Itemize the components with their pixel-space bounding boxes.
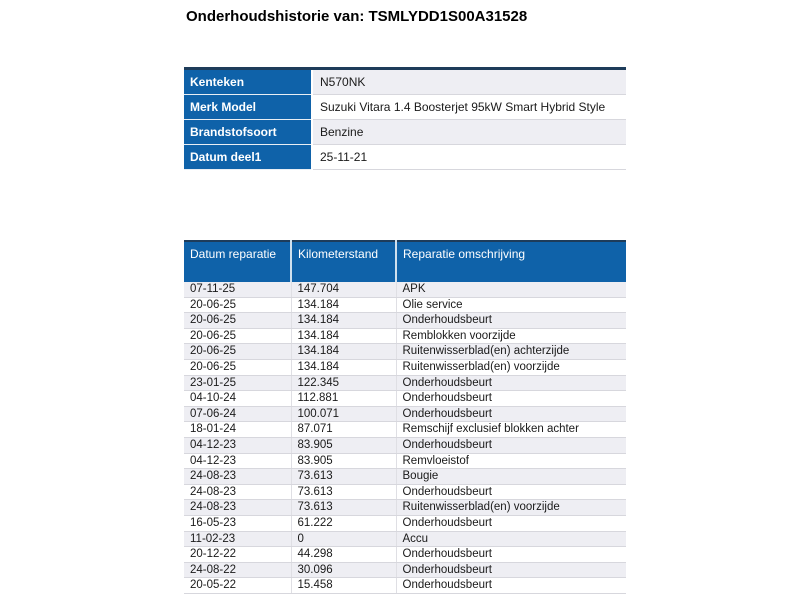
column-header-odometer: Kilometerstand	[291, 241, 396, 282]
maintenance-history-row	[184, 562, 626, 578]
vehicle-info-row	[184, 120, 626, 145]
repair-description-cell: Accu	[396, 531, 626, 547]
odometer-cell: 134.184	[291, 328, 396, 344]
odometer-cell: 15.458	[291, 578, 396, 594]
odometer-cell: 0	[291, 531, 396, 547]
maintenance-history-row	[184, 313, 626, 329]
repair-description-cell: Onderhoudsbeurt	[396, 391, 626, 407]
repair-description-cell: Onderhoudsbeurt	[396, 313, 626, 329]
odometer-cell: 30.096	[291, 562, 396, 578]
info-label: Brandstofsoort	[184, 120, 312, 145]
repair-date-cell: 07-11-25	[184, 282, 291, 297]
maintenance-history-row	[184, 578, 626, 594]
odometer-cell: 122.345	[291, 375, 396, 391]
repair-description-cell: Ruitenwisserblad(en) voorzijde	[396, 359, 626, 375]
odometer-cell: 112.881	[291, 391, 396, 407]
odometer-cell: 134.184	[291, 313, 396, 329]
repair-description-cell: Onderhoudsbeurt	[396, 484, 626, 500]
info-label: Kenteken	[184, 69, 312, 95]
maintenance-history-row	[184, 359, 626, 375]
repair-description-cell: Onderhoudsbeurt	[396, 578, 626, 594]
maintenance-history-row	[184, 297, 626, 313]
repair-date-cell: 24-08-23	[184, 469, 291, 485]
maintenance-history-row	[184, 375, 626, 391]
vehicle-info-table	[184, 67, 626, 170]
odometer-cell: 134.184	[291, 359, 396, 375]
info-value: Suzuki Vitara 1.4 Boosterjet 95kW Smart Hybrid Style	[312, 95, 626, 120]
odometer-cell: 100.071	[291, 406, 396, 422]
info-value: Benzine	[312, 120, 626, 145]
odometer-cell: 134.184	[291, 297, 396, 313]
repair-description-cell: Onderhoudsbeurt	[396, 406, 626, 422]
repair-date-cell: 20-06-25	[184, 297, 291, 313]
repair-date-cell: 11-02-23	[184, 531, 291, 547]
repair-date-cell: 24-08-22	[184, 562, 291, 578]
maintenance-history-row	[184, 328, 626, 344]
info-value: N570NK	[312, 69, 626, 95]
maintenance-history-row	[184, 344, 626, 360]
repair-description-cell: Remschijf exclusief blokken achter	[396, 422, 626, 438]
odometer-cell: 83.905	[291, 437, 396, 453]
vehicle-info-body	[184, 69, 626, 170]
odometer-cell: 147.704	[291, 282, 396, 297]
maintenance-history-header	[184, 241, 626, 282]
repair-date-cell: 16-05-23	[184, 515, 291, 531]
repair-description-cell: Onderhoudsbeurt	[396, 562, 626, 578]
vehicle-info-row	[184, 69, 626, 95]
maintenance-history-row	[184, 282, 626, 297]
info-label: Merk Model	[184, 95, 312, 120]
maintenance-history-row	[184, 469, 626, 485]
repair-description-cell: Ruitenwisserblad(en) voorzijde	[396, 500, 626, 516]
repair-description-cell: Onderhoudsbeurt	[396, 375, 626, 391]
repair-date-cell: 20-05-22	[184, 578, 291, 594]
repair-date-cell: 04-12-23	[184, 437, 291, 453]
maintenance-history-row	[184, 391, 626, 407]
repair-date-cell: 23-01-25	[184, 375, 291, 391]
odometer-cell: 83.905	[291, 453, 396, 469]
odometer-cell: 44.298	[291, 547, 396, 563]
info-label: Datum deel1	[184, 145, 312, 170]
maintenance-history-row	[184, 547, 626, 563]
repair-description-cell: Remblokken voorzijde	[396, 328, 626, 344]
odometer-cell: 87.071	[291, 422, 396, 438]
repair-date-cell: 24-08-23	[184, 484, 291, 500]
repair-date-cell: 07-06-24	[184, 406, 291, 422]
maintenance-history-row	[184, 500, 626, 516]
odometer-cell: 73.613	[291, 484, 396, 500]
repair-description-cell: APK	[396, 282, 626, 297]
odometer-cell: 134.184	[291, 344, 396, 360]
repair-date-cell: 18-01-24	[184, 422, 291, 438]
repair-description-cell: Onderhoudsbeurt	[396, 437, 626, 453]
repair-date-cell: 20-06-25	[184, 344, 291, 360]
maintenance-history-row	[184, 406, 626, 422]
odometer-cell: 73.613	[291, 469, 396, 485]
repair-description-cell: Olie service	[396, 297, 626, 313]
column-header-repair-description: Reparatie omschrijving	[396, 241, 626, 282]
repair-date-cell: 20-12-22	[184, 547, 291, 563]
column-header-repair-date: Datum reparatie	[184, 241, 291, 282]
repair-description-cell: Bougie	[396, 469, 626, 485]
repair-date-cell: 04-12-23	[184, 453, 291, 469]
page-title: Onderhoudshistorie van: TSMLYDD1S00A31528	[186, 8, 528, 25]
info-value: 25-11-21	[312, 145, 626, 170]
vehicle-info-row	[184, 145, 626, 170]
repair-description-cell: Remvloeistof	[396, 453, 626, 469]
header-row	[184, 241, 626, 282]
repair-description-cell: Onderhoudsbeurt	[396, 515, 626, 531]
maintenance-history-row	[184, 437, 626, 453]
odometer-cell: 73.613	[291, 500, 396, 516]
maintenance-history-row	[184, 484, 626, 500]
repair-date-cell: 20-06-25	[184, 328, 291, 344]
maintenance-history-body	[184, 282, 626, 593]
maintenance-history-row	[184, 422, 626, 438]
maintenance-history-row	[184, 515, 626, 531]
repair-date-cell: 24-08-23	[184, 500, 291, 516]
maintenance-history-table	[184, 240, 626, 594]
repair-date-cell: 20-06-25	[184, 359, 291, 375]
repair-description-cell: Onderhoudsbeurt	[396, 547, 626, 563]
maintenance-history-row	[184, 531, 626, 547]
maintenance-history-row	[184, 453, 626, 469]
repair-date-cell: 20-06-25	[184, 313, 291, 329]
vehicle-info-row	[184, 95, 626, 120]
repair-date-cell: 04-10-24	[184, 391, 291, 407]
repair-description-cell: Ruitenwisserblad(en) achterzijde	[396, 344, 626, 360]
odometer-cell: 61.222	[291, 515, 396, 531]
